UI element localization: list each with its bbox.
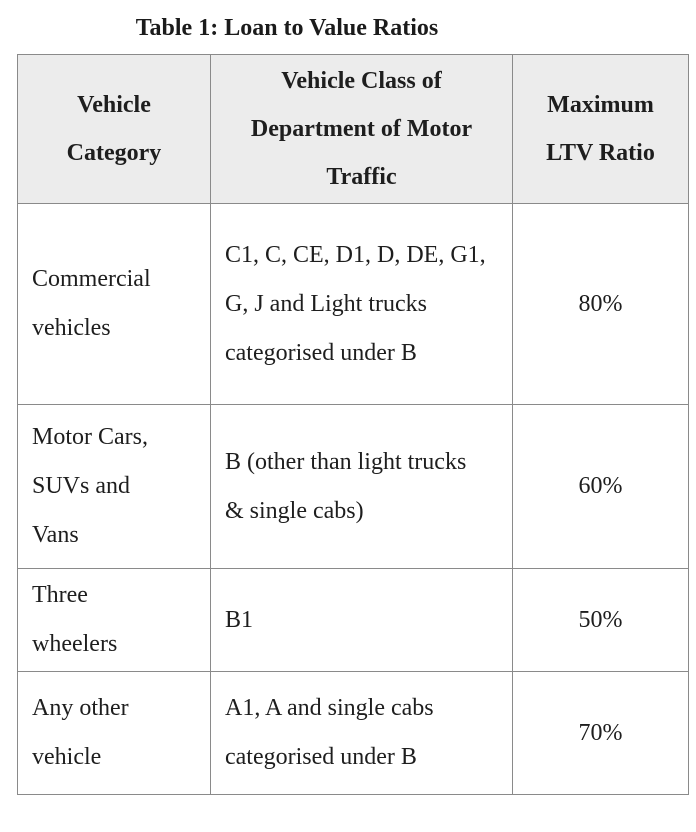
cell-vehicle-class: A1, A and single cabs categorised under B [211, 672, 513, 795]
cell-ltv-ratio: 60% [513, 405, 689, 569]
table-row [18, 569, 689, 672]
table-header-row [18, 55, 689, 204]
table-caption: Table 1: Loan to Value Ratios [135, 15, 439, 41]
cell-vehicle-class: B (other than light trucks & single cabs) [211, 405, 513, 569]
cell-ltv-ratio: 50% [513, 569, 689, 672]
cell-vehicle-class: B1 [211, 569, 513, 672]
cell-category: Commercial vehicles [18, 204, 211, 405]
cell-vehicle-class: C1, C, CE, D1, D, DE, G1, G, J and Light trucks categorised under B [211, 204, 513, 405]
header-max-ltv-ratio: Maximum LTV Ratio [513, 55, 689, 204]
cell-ltv-ratio: 80% [513, 204, 689, 405]
header-vehicle-class: Vehicle Class of Department of Motor Traffic [211, 55, 513, 204]
table-row [18, 405, 689, 569]
ltv-table [17, 54, 689, 795]
header-vehicle-category: Vehicle Category [18, 55, 211, 204]
cell-category: Any other vehicle [18, 672, 211, 795]
cell-ltv-ratio: 70% [513, 672, 689, 795]
table-row [18, 672, 689, 795]
cell-category: Motor Cars, SUVs and Vans [18, 405, 211, 569]
cell-category: Three wheelers [18, 569, 211, 672]
table-row [18, 204, 689, 405]
